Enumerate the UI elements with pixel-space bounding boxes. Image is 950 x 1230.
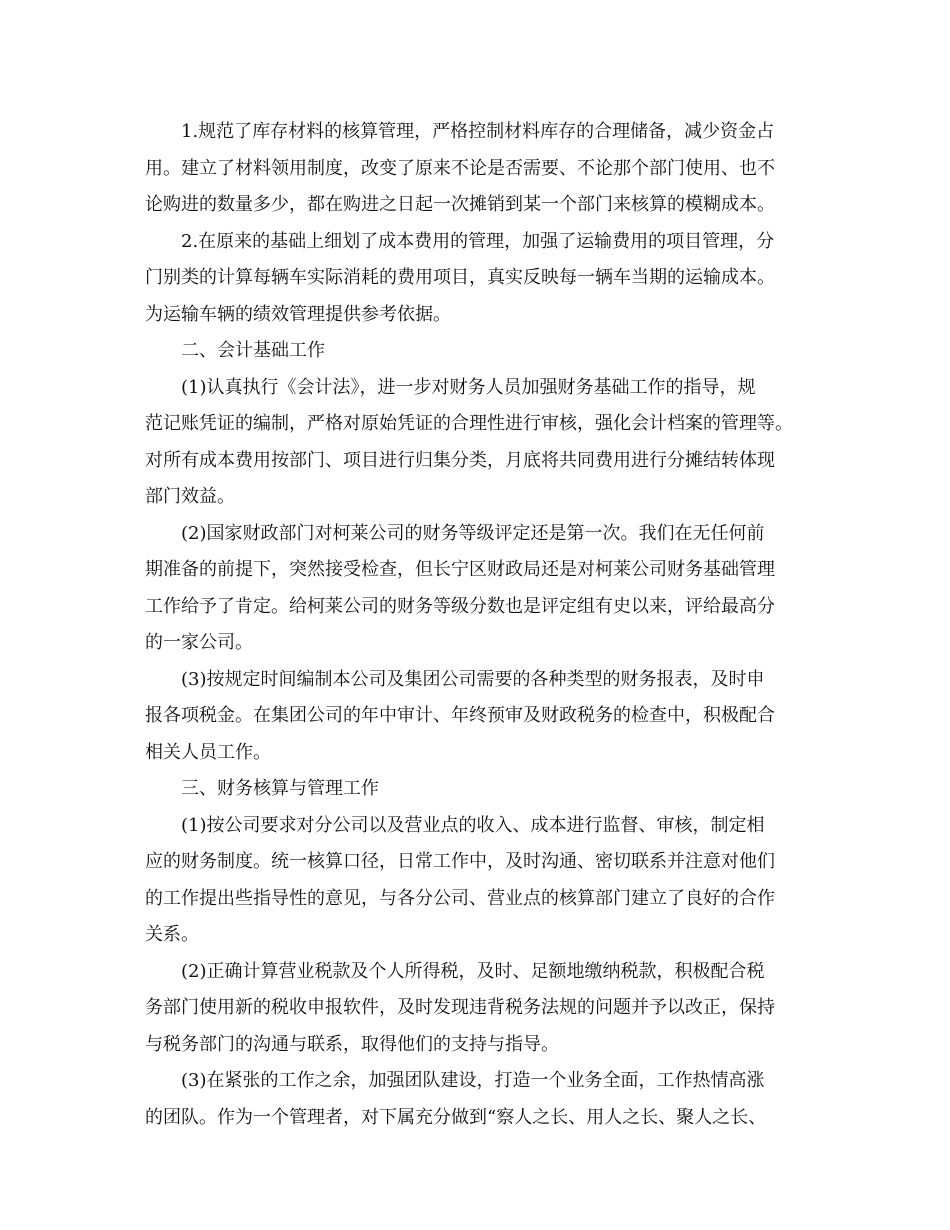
section-heading: 二、会计基础工作 xyxy=(181,340,325,361)
text-line: 相关人员工作。 xyxy=(145,741,271,763)
text-line: (2)国家财政部门对柯莱公司的财务等级评定还是第一次。我们在无任何前 xyxy=(181,522,765,544)
text-line: 的工作提出些指导性的意见，与各分公司、营业点的核算部门建立了良好的合作 xyxy=(145,887,775,909)
text-line: (2)正确计算营业税款及个人所得税，及时、足额地缴纳税款，积极配合税 xyxy=(181,960,765,982)
text-line: 务部门使用新的税收申报软件，及时发现违背税务法规的问题并予以改正，保持 xyxy=(145,997,775,1018)
text-line: 期准备的前提下，突然接受检查，但长宁区财政局还是对柯莱公司财务基础管理 xyxy=(145,559,775,580)
text-line: (3)按规定时间编制本公司及集团公司需要的各种类型的财务报表，及时申 xyxy=(181,668,765,690)
text-line: 的团队。作为一个管理者，对下属充分做到“察人之长、用人之长、聚人之长、 xyxy=(145,1106,767,1128)
section-heading: 三、财务核算与管理工作 xyxy=(181,778,379,799)
text-line: 报各项税金。在集团公司的年中审计、年终预审及财政税务的检查中，积极配合 xyxy=(145,705,775,726)
text-line: 与税务部门的沟通与联系，取得他们的支持与指导。 xyxy=(145,1033,559,1055)
text-line: 关系。 xyxy=(145,924,199,945)
text-line: 2.在原来的基础上细划了成本费用的管理，加强了运输费用的项目管理，分 xyxy=(181,230,775,252)
text-line: 论购进的数量多少，都在购进之日起一次摊销到某一个部门来核算的模糊成本。 xyxy=(145,194,775,215)
text-line: 门别类的计算每辆车实际消耗的费用项目，真实反映每一辆车当期的运输成本。 xyxy=(145,267,775,288)
text-line: 对所有成本费用按部门、项目进行归集分类，月底将共同费用进行分摊结转体现 xyxy=(145,449,775,471)
text-line: 为运输车辆的绩效管理提供参考依据。 xyxy=(145,303,451,325)
text-line: 范记账凭证的编制，严格对原始凭证的合理性进行审核，强化会计档案的管理等。 xyxy=(145,413,793,434)
text-line: 1.规范了库存材料的核算管理，严格控制材料库存的合理储备，减少资金占 xyxy=(181,121,775,142)
text-line: 部门效益。 xyxy=(145,486,235,507)
document-body xyxy=(145,114,815,1136)
text-line: 应的财务制度。统一核算口径，日常工作中，及时沟通、密切联系并注意对他们 xyxy=(145,851,775,872)
text-line: (1)认真执行《会计法》，进一步对财务人员加强财务基础工作的指导，规 xyxy=(181,376,756,398)
text-line: 的一家公司。 xyxy=(145,632,253,653)
text-line: (3)在紧张的工作之余，加强团队建设，打造一个业务全面，工作热情高涨 xyxy=(181,1070,765,1091)
text-line: 工作给予了肯定。给柯莱公司的财务等级分数也是评定组有史以来，评给最高分 xyxy=(145,595,775,617)
text-line: (1)按公司要求对分公司以及营业点的收入、成本进行监督、审核，制定相 xyxy=(181,814,765,836)
text-line: 用。建立了材料领用制度，改变了原来不论是否需要、不论那个部门使用、也不 xyxy=(145,157,775,179)
